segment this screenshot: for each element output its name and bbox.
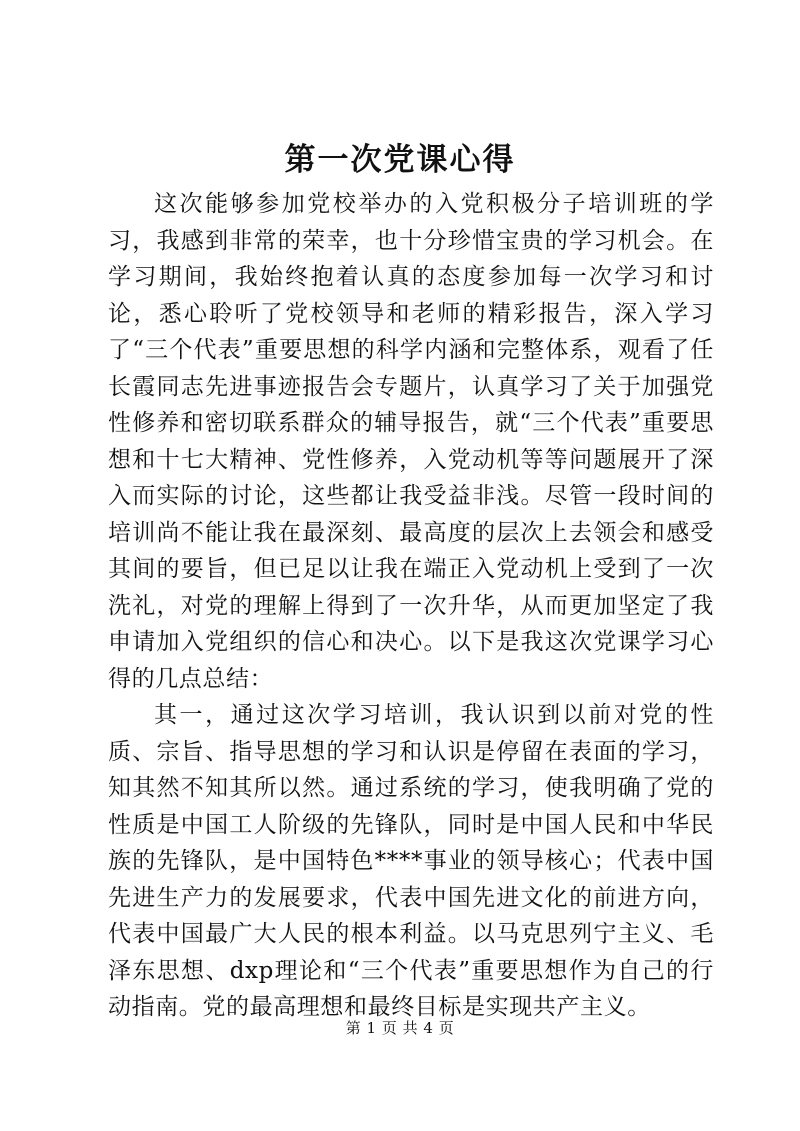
document-body [108, 186, 714, 1026]
document-title: 第一次党课心得 [284, 142, 516, 178]
page-footer: 第 1 页 共 4 页 [345, 1019, 455, 1037]
paragraph-point-one: 其一，通过这次学习培训，我认识到以前对党的性质、宗旨、指导思想的学习和认识是停留在表面的学习，知其然不知其所以然。通过系统的学习，使我明确了党的性质是中国工人阶级的先锋队，同时是中国人民和中华民族的先锋队，是中国特色****事业的领导核心；代表中国先进生产力的发展要求，代表中国先进文化的前进方向，代表中国最广大人民的根本利益。以马克思列宁主义、毛泽东思想、dxp理论和“三个代表”重要思想作为自己的行动指南。党的最高理想和最终目标是实现共产主义。 [108, 702, 714, 1020]
paragraph-intro: 这次能够参加党校举办的入党积极分子培训班的学习，我感到非常的荣幸，也十分珍惜宝贵的学习机会。在学习期间，我始终抱着认真的态度参加每一次学习和讨论，悉心聆听了党校领导和老师的精彩报告，深入学习了“三个代表”重要思想的科学内涵和完整体系，观看了任长霞同志先进事迹报告会专题片，认真学习了关于加强党性修养和密切联系群众的辅导报告，就“三个代表”重要思想和十七大精神、党性修养，入党动机等等问题展开了深入而实际的讨论，这些都让我受益非浅。尽管一段时间的培训尚不能让我在最深刻、最高度的层次上去领会和感受其间的要旨，但已足以让我在端正入党动机上受到了一次洗礼，对党的理解上得到了一次升华，从而更加坚定了我申请加入党组织的信心和决心。以下是我这次党课学习心得的几点总结： [108, 191, 714, 692]
